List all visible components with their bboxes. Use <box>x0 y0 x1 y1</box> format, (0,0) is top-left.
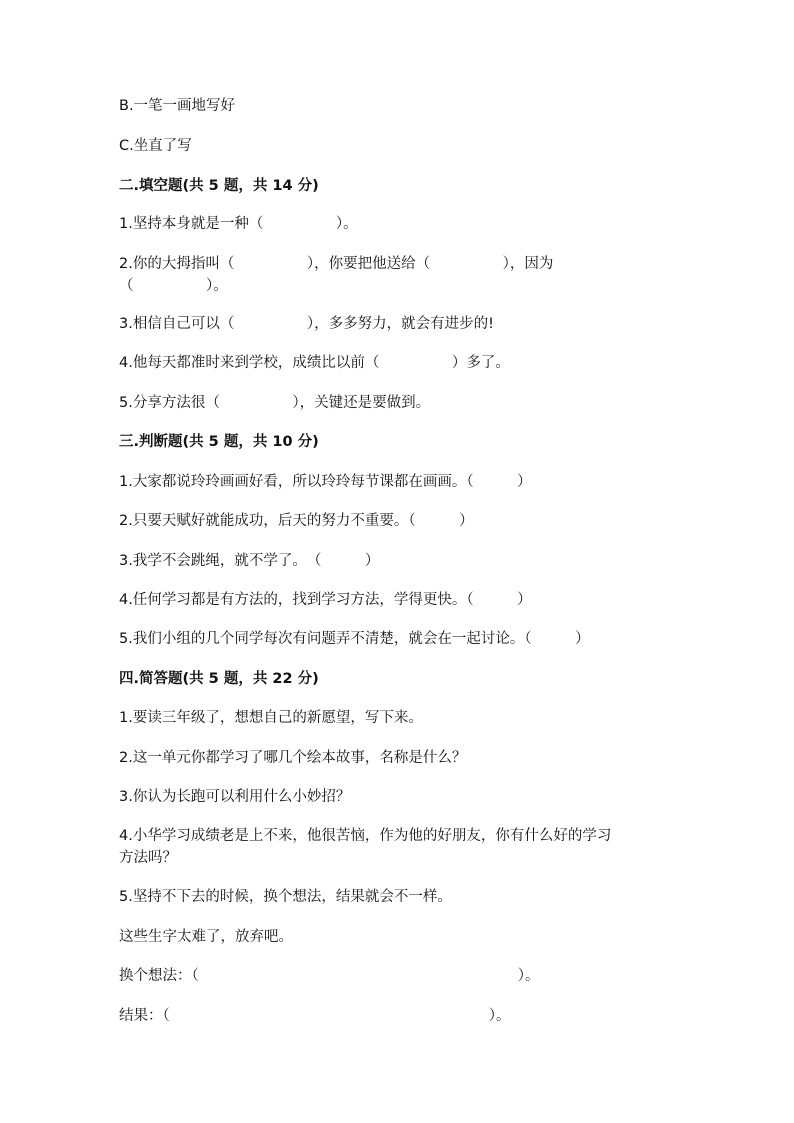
section-heading-short-answer: 四.简答题(共 5 题，共 22 分) <box>119 671 319 687</box>
judge-question-4: 4.任何学习都是有方法的，找到学习方法，学得更快。（ ） <box>119 592 532 608</box>
section-heading-fill-blank: 二.填空题(共 5 题，共 14 分) <box>119 178 319 194</box>
short-question-3: 3.你认为长跑可以利用什么小妙招？ <box>119 789 351 805</box>
fill-question-4: 4.他每天都准时来到学校，成绩比以前（ ）多了。 <box>119 355 510 371</box>
short-question-4-continued: 方法吗？ <box>119 850 177 866</box>
fill-question-3: 3.相信自己可以（ ），多多努力，就会有进步的! <box>119 316 494 332</box>
judge-question-3: 3.我学不会跳绳，就不学了。 （ ） <box>119 553 380 569</box>
judge-question-5: 5.我们小组的几个同学每次有问题弄不清楚，就会在一起讨论。（ ） <box>119 631 590 647</box>
fill-question-2-continued: （ ）。 <box>119 278 228 294</box>
short-question-2: 2.这一单元你都学习了哪几个绘本故事，名称是什么？ <box>119 750 467 766</box>
section-heading-true-false: 三.判断题(共 5 题，共 10 分) <box>119 434 319 450</box>
option-b: B.一笔一画地写好 <box>119 98 236 114</box>
option-c: C.坐直了写 <box>119 138 192 154</box>
fill-question-2: 2.你的大拇指叫（ ），你要把他送给（ ），因为 <box>119 256 554 272</box>
short-question-5-prompt: 这些生字太难了，放弃吧。 <box>119 929 293 945</box>
short-question-4: 4.小华学习成绩老是上不来，他很苦恼，作为他的好朋友，你有什么好的学习 <box>119 828 612 844</box>
judge-question-2: 2.只要天赋好就能成功，后天的努力不重要。（ ） <box>119 513 474 529</box>
judge-question-1: 1.大家都说玲玲画画好看，所以玲玲每节课都在画画。（ ） <box>119 474 532 490</box>
short-question-5-idea: 换个想法：（ ）。 <box>119 968 540 984</box>
short-question-5-result: 结果：（ ）。 <box>119 1008 511 1024</box>
fill-question-1: 1.坚持本身就是一种（ ）。 <box>119 216 358 232</box>
short-question-1: 1.要读三年级了，想想自己的新愿望，写下来。 <box>119 710 423 726</box>
fill-question-5: 5.分享方法很（ ），关键还是要做到。 <box>119 395 431 411</box>
short-question-5: 5.坚持不下去的时候，换个想法，结果就会不一样。 <box>119 889 452 905</box>
